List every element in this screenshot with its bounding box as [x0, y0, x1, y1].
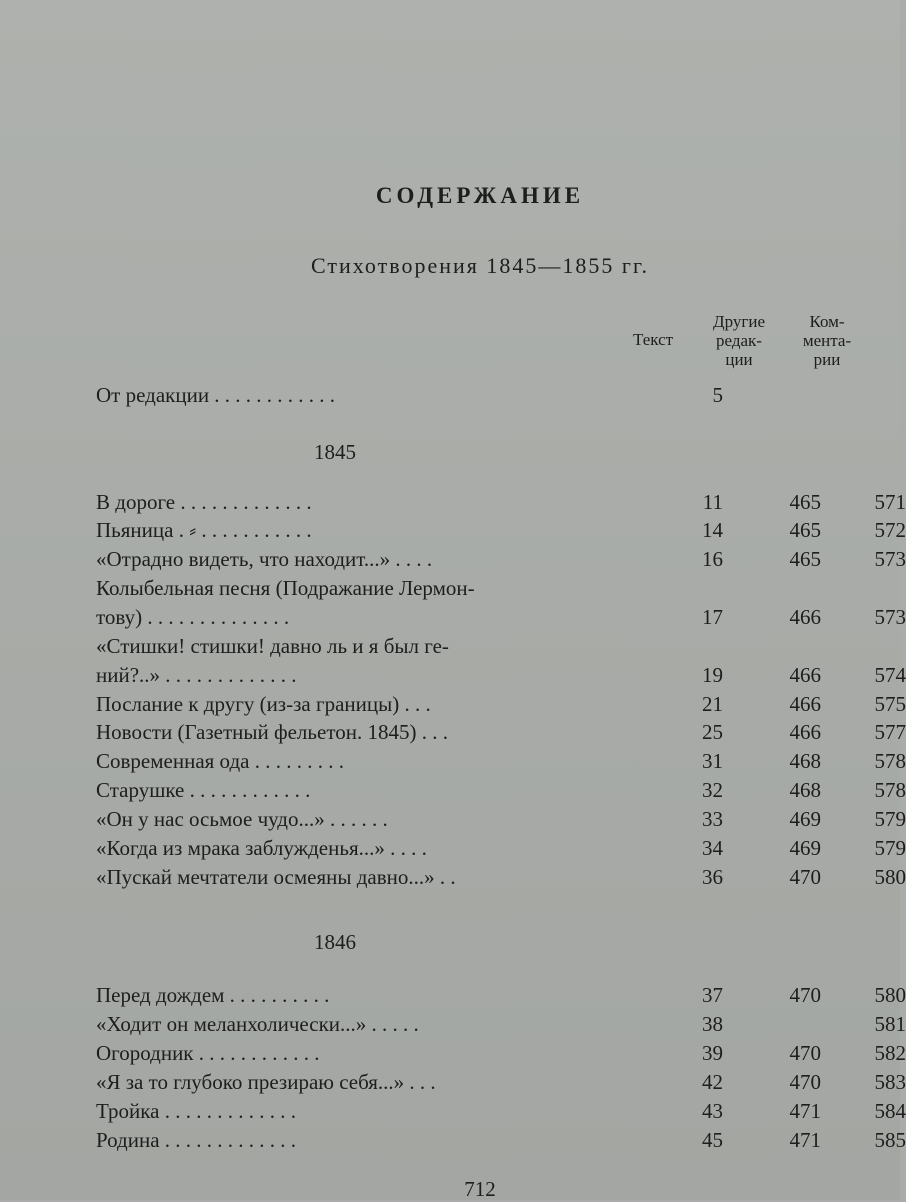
column-header-comments [796, 312, 858, 369]
entry-text-page: 17 [702, 605, 723, 629]
entry-other-editions-page: 468 [789, 749, 821, 773]
toc-entry [96, 836, 906, 865]
entry-other-editions-page: 465 [789, 490, 821, 514]
entry-text-page: 21 [702, 692, 723, 716]
toc-entry [96, 490, 906, 519]
entry-comments-page: 573 [874, 605, 906, 629]
entry-title: Колыбельная песня (Подражание Лермон- [96, 576, 475, 600]
entry-title: Новости (Газетный фельетон. 1845) . . . [96, 720, 448, 744]
entry-comments-page: 581 [874, 1012, 906, 1036]
entry-other-editions-page: 470 [789, 1070, 821, 1094]
column-header-comm-line2: мента- [802, 331, 852, 350]
column-header-comm-line1: Ком- [809, 312, 845, 331]
entry-text-page: 34 [702, 836, 723, 860]
entry-other-editions-page: 465 [789, 547, 821, 571]
toc-entry [96, 692, 906, 721]
entry-comments-page: 583 [874, 1070, 906, 1094]
entry-title: В дороге . . . . . . . . . . . . . [96, 490, 312, 514]
toc-entry [96, 547, 906, 576]
entry-other-editions-page: 466 [789, 720, 821, 744]
entry-other-editions-page: 465 [789, 518, 821, 542]
column-header-other-line2: редак- [716, 331, 762, 350]
entry-other-editions-page: 470 [789, 865, 821, 889]
entry-text-page: 36 [702, 865, 723, 889]
year-heading-1846: 1846 [314, 930, 356, 954]
column-header-other-editions [698, 312, 780, 369]
entry-comments-page: 580 [874, 865, 906, 889]
entry-other-editions-page: 466 [789, 605, 821, 629]
column-header-other-line3: ции [725, 350, 753, 369]
entry-text-page: 11 [702, 490, 723, 514]
entry-text-page: 32 [702, 778, 723, 802]
entry-comments-page: 575 [874, 692, 906, 716]
entry-other-editions-page: 469 [789, 836, 821, 860]
entry-title: ний?..» . . . . . . . . . . . . . [96, 663, 297, 687]
entry-text-page: 33 [702, 807, 723, 831]
entry-text-page: 19 [702, 663, 723, 687]
entry-text-page: 16 [702, 547, 723, 571]
entry-other-editions-page: 466 [789, 692, 821, 716]
entry-text-page: 38 [702, 1012, 723, 1036]
column-header-other-line1: Другие [713, 312, 765, 331]
entry-comments-page: 579 [874, 807, 906, 831]
entry-comments-page: 580 [874, 983, 906, 1007]
entry-title: Перед дождем . . . . . . . . . . [96, 983, 330, 1007]
entry-text-page: 25 [702, 720, 723, 744]
toc-entry [96, 807, 906, 836]
toc-entry [96, 576, 856, 605]
entry-title: Пьяница . ⸗ . . . . . . . . . . . [96, 518, 312, 542]
entry-title: «Я за то глубоко презираю себя...» . . . [96, 1070, 436, 1094]
entry-title: «Стишки! стишки! давно ль и я был ге- [96, 634, 449, 658]
entry-title: «Пускай мечтатели осмеяны давно...» . . [96, 865, 456, 889]
entry-comments-page: 573 [874, 547, 906, 571]
entry-text-page: 45 [702, 1128, 723, 1152]
toc-entry [96, 1128, 906, 1157]
entry-title: Огородник . . . . . . . . . . . . [96, 1041, 320, 1065]
toc-entry-front [96, 383, 856, 412]
entry-other-editions-page: 470 [789, 983, 821, 1007]
entry-title: Тройка . . . . . . . . . . . . . [96, 1099, 296, 1123]
toc-entry [96, 1070, 906, 1099]
entry-comments-page: 577 [874, 720, 906, 744]
entry-title: «Отрадно видеть, что находит...» . . . . [96, 547, 433, 571]
section-subtitle: Стихотворения 1845—1855 гг. [311, 253, 649, 278]
entry-other-editions-page: 468 [789, 778, 821, 802]
page-number: 712 [464, 1177, 496, 1201]
entry-comments-page: 571 [874, 490, 906, 514]
entry-comments-page: 578 [874, 749, 906, 773]
entry-comments-page: 572 [874, 518, 906, 542]
toc-entry [96, 1099, 906, 1128]
entry-title: «Ходит он меланхолически...» . . . . . [96, 1012, 419, 1036]
toc-entry [96, 634, 856, 663]
entry-title: Родина . . . . . . . . . . . . . [96, 1128, 297, 1152]
entry-text-page: 31 [702, 749, 723, 773]
entry-title: Послание к другу (из-за границы) . . . [96, 692, 431, 716]
toc-entry [96, 865, 906, 894]
entry-comments-page: 579 [874, 836, 906, 860]
entry-other-editions-page: 469 [789, 807, 821, 831]
toc-entry [96, 720, 906, 749]
entry-comments-page: 578 [874, 778, 906, 802]
toc-entry [96, 605, 906, 634]
entry-other-editions-page: 466 [789, 663, 821, 687]
entry-title: От редакции . . . . . . . . . . . . [96, 383, 336, 407]
column-header-text-label: Текст [632, 330, 674, 349]
toc-entry [96, 663, 906, 692]
entry-title: «Он у нас осьмое чудо...» . . . . . . [96, 807, 388, 831]
entry-comments-page: 582 [874, 1041, 906, 1065]
year-heading-1845: 1845 [314, 440, 356, 464]
toc-entry [96, 749, 906, 778]
toc-entry [96, 983, 906, 1012]
page-title: СОДЕРЖАНИЕ [375, 183, 585, 208]
entry-text-page: 43 [702, 1099, 723, 1123]
entry-text-page: 42 [702, 1070, 723, 1094]
column-header-text [618, 330, 688, 349]
entry-text-page: 5 [712, 383, 723, 407]
entry-other-editions-page: 471 [789, 1099, 821, 1123]
entry-other-editions-page: 470 [789, 1041, 821, 1065]
toc-entry [96, 778, 906, 807]
entry-other-editions-page: 471 [789, 1128, 821, 1152]
entry-title: тову) . . . . . . . . . . . . . . [96, 605, 290, 629]
entry-title: Старушке . . . . . . . . . . . . [96, 778, 311, 802]
entry-text-page: 14 [702, 518, 723, 542]
toc-entry [96, 1012, 906, 1041]
entry-comments-page: 574 [874, 663, 906, 687]
entry-comments-page: 584 [874, 1099, 906, 1123]
toc-entry [96, 518, 906, 547]
column-header-comm-line3: рии [813, 350, 841, 369]
entry-text-page: 37 [702, 983, 723, 1007]
entry-title: Современная ода . . . . . . . . . [96, 749, 344, 773]
entry-text-page: 39 [702, 1041, 723, 1065]
toc-entry [96, 1041, 906, 1070]
entry-title: «Когда из мрака заблужденья...» . . . . [96, 836, 427, 860]
entry-comments-page: 585 [874, 1128, 906, 1152]
